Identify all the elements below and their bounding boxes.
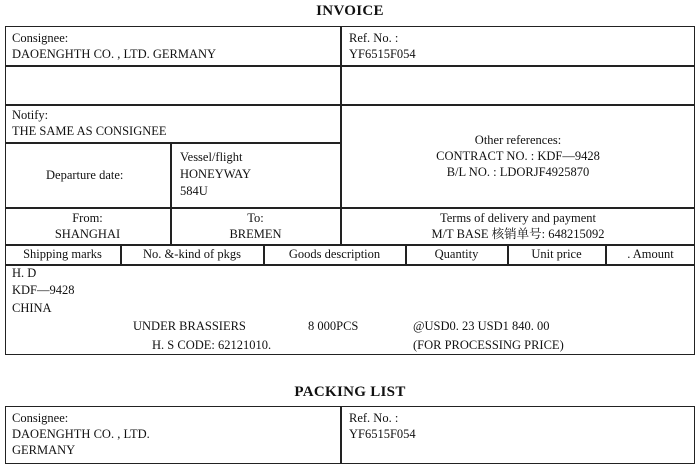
divider — [5, 264, 695, 266]
consignee-value: DAOENGHTH CO. , LTD. GERMANY — [12, 47, 217, 61]
from-label: From: — [72, 211, 103, 225]
column-header-packages: No. &-kind of pkgs — [143, 247, 241, 261]
packing-consignee-value: DAOENGHTH CO. , LTD. — [12, 427, 150, 441]
packing-list-title: PACKING LIST — [294, 384, 406, 400]
terms-value: M/T BASE 核销单号: 648215092 — [431, 227, 605, 241]
shipping-mark-line: CHINA — [12, 301, 52, 315]
column-header-unit-price: Unit price — [531, 247, 582, 261]
hs-code: H. S CODE: 62121010. — [152, 338, 272, 352]
invoice-title: INVOICE — [316, 3, 384, 19]
packing-consignee-label: Consignee: — [12, 411, 69, 425]
vessel-label: Vessel/flight — [180, 150, 243, 164]
column-header-goods-description: Goods description — [288, 247, 381, 261]
column-header-amount: . Amount — [627, 247, 674, 261]
divider — [340, 406, 342, 464]
packing-ref-value: YF6515F054 — [349, 427, 416, 441]
consignee-label: Consignee: — [12, 31, 69, 45]
packing-ref-label: Ref. No. : — [349, 411, 399, 425]
price-amount: @USD0. 23 USD1 840. 00 — [413, 319, 550, 333]
column-header-shipping-marks: Shipping marks — [23, 247, 102, 261]
bl-number: B/L NO. : LDORJF4925870 — [446, 165, 590, 179]
quantity-value: 8 000PCS — [308, 319, 359, 333]
notify-value: THE SAME AS CONSIGNEE — [12, 124, 167, 138]
invoice-table — [5, 26, 695, 355]
divider — [5, 104, 695, 106]
from-value: SHANGHAI — [54, 227, 121, 241]
terms-label: Terms of delivery and payment — [439, 211, 597, 225]
packing-consignee-country: GERMANY — [12, 443, 76, 457]
goods-description: UNDER BRASSIERS — [133, 319, 246, 333]
shipping-mark-line: KDF—9428 — [12, 283, 75, 297]
notify-label: Notify: — [12, 108, 49, 122]
contract-number: CONTRACT NO. : KDF—9428 — [436, 149, 600, 163]
to-label: To: — [247, 211, 264, 225]
to-value: BREMEN — [229, 227, 282, 241]
processing-note: (FOR PROCESSING PRICE) — [413, 338, 564, 352]
shipping-mark-line: H. D — [12, 266, 37, 280]
vessel-number: 584U — [180, 184, 208, 198]
divider — [5, 142, 341, 144]
vessel-name: HONEYWAY — [180, 167, 252, 181]
column-header-quantity: Quantity — [434, 247, 479, 261]
other-references-label: Other references: — [474, 133, 562, 147]
ref-value: YF6515F054 — [349, 47, 416, 61]
departure-label: Departure date: — [46, 168, 124, 182]
divider — [5, 207, 695, 209]
divider — [5, 244, 695, 246]
ref-label: Ref. No. : — [349, 31, 399, 45]
divider — [5, 65, 695, 67]
